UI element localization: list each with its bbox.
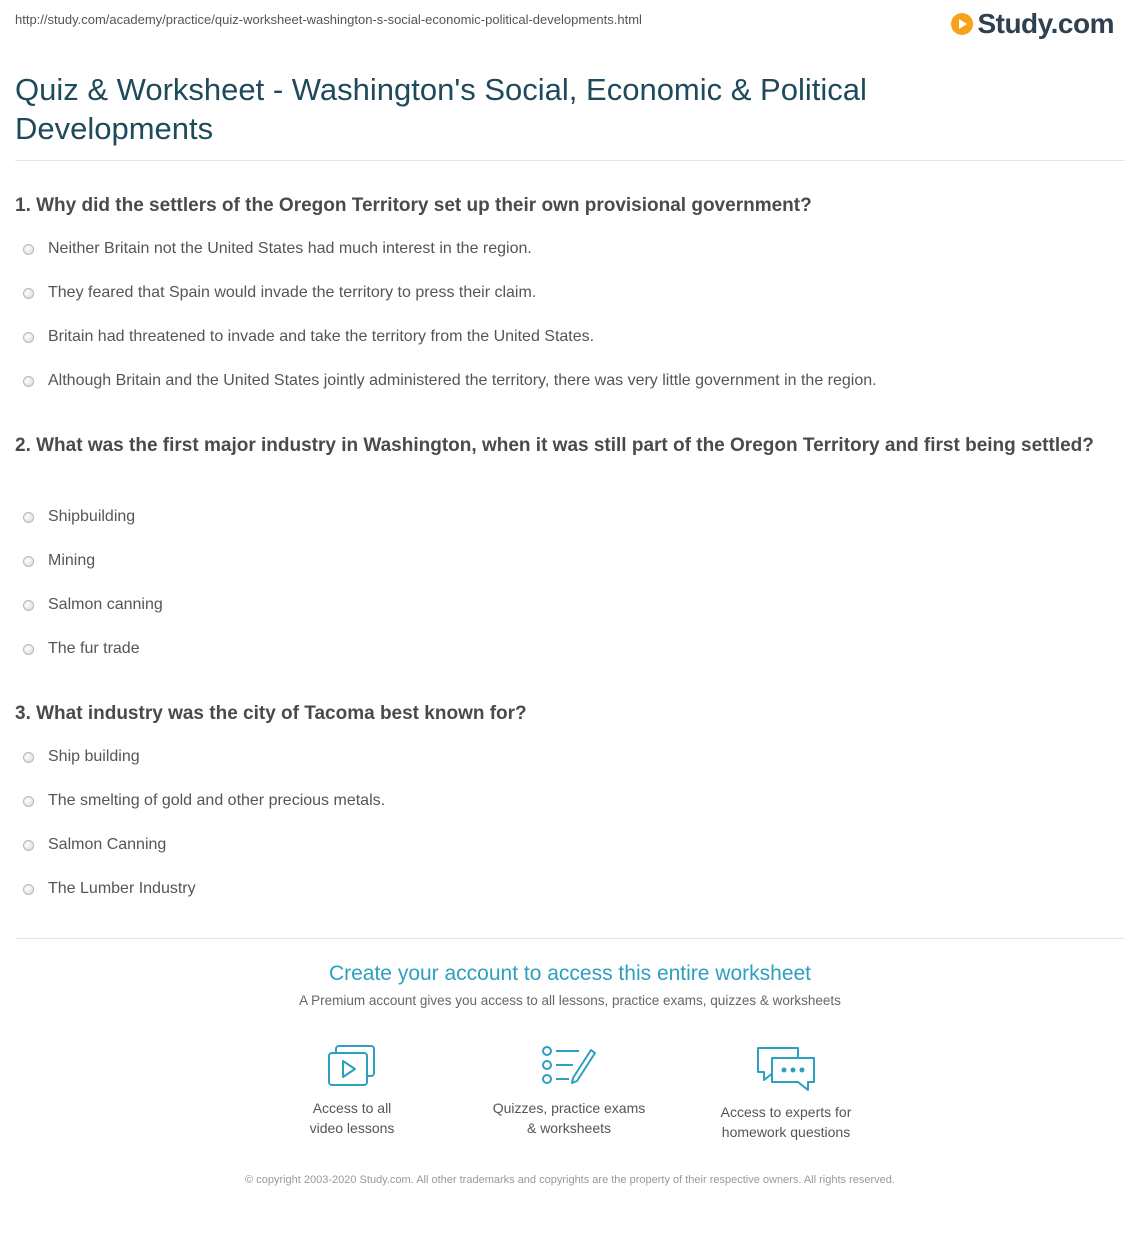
copyright-notice: © copyright 2003-2020 Study.com. All other trademarks and copyrights are the property of their respective owners. All rights reserved. (245, 1174, 895, 1186)
answer-label: They feared that Spain would invade the territory to press their claim. (48, 284, 537, 301)
answer-option[interactable] (23, 328, 594, 346)
question-1: 1. Why did the settlers of the Oregon Territory set up their own provisional government? (15, 195, 812, 216)
chat-experts-icon (754, 1044, 818, 1092)
feature-quizzes (469, 1044, 669, 1138)
page-url: http://study.com/academy/practice/quiz-worksheet-washington-s-social-economic-political-developments.html (15, 12, 642, 27)
answer-option[interactable] (23, 552, 95, 570)
create-account-link[interactable]: Create your account to access this entire worksheet (328, 962, 812, 985)
premium-description: A Premium account gives you access to all lessons, practice exams, quizzes & worksheets (299, 993, 841, 1008)
answer-label: Shipbuilding (48, 508, 136, 525)
radio-button[interactable] (23, 644, 34, 655)
answer-label: Britain had threatened to invade and take the territory from the United States. (48, 328, 595, 345)
radio-button[interactable] (23, 796, 34, 807)
feature-experts (686, 1044, 886, 1142)
answer-label: The smelting of gold and other precious metals. (48, 792, 386, 809)
answer-label: Although Britain and the United States jointly administered the territory, there was very little government in the region. (48, 372, 877, 389)
answer-option[interactable] (23, 240, 532, 258)
answer-option[interactable] (23, 792, 385, 810)
answer-option[interactable] (23, 284, 536, 302)
answer-label: The Lumber Industry (48, 880, 196, 897)
page-title: Quiz & Worksheet - Washington's Social, Economic & Political Developments (15, 72, 867, 146)
answer-label: Ship building (48, 748, 140, 765)
radio-button[interactable] (23, 556, 34, 567)
question-2: 2. What was the first major industry in Washington, when it was still part of the Oregon Territory and first being settled? (15, 435, 1094, 456)
video-lessons-icon (326, 1044, 378, 1088)
feature-label: Quizzes, practice exams & worksheets (492, 1100, 646, 1136)
feature-video-lessons (252, 1044, 452, 1138)
answer-option[interactable] (23, 836, 166, 854)
radio-button[interactable] (23, 600, 34, 611)
answer-label: The fur trade (48, 640, 140, 657)
radio-button[interactable] (23, 288, 34, 299)
study-logo[interactable] (951, 8, 1114, 40)
radio-button[interactable] (23, 376, 34, 387)
radio-button[interactable] (23, 332, 34, 343)
answer-option[interactable] (23, 596, 163, 614)
radio-button[interactable] (23, 840, 34, 851)
answer-label: Salmon canning (48, 596, 163, 613)
radio-button[interactable] (23, 512, 34, 523)
answer-label: Mining (48, 552, 96, 569)
answer-option[interactable] (23, 508, 135, 526)
quiz-worksheet-icon (541, 1044, 597, 1088)
answer-option[interactable] (23, 372, 877, 390)
divider (15, 160, 1125, 161)
radio-button[interactable] (23, 884, 34, 895)
question-3: 3. What industry was the city of Tacoma best known for? (15, 703, 527, 724)
feature-label: Access to all video lessons (309, 1100, 395, 1136)
answer-label: Neither Britain not the United States had much interest in the region. (48, 240, 532, 257)
logo-text: Study.com (977, 8, 1114, 39)
feature-label: Access to experts for homework questions (720, 1104, 852, 1140)
play-icon (951, 13, 973, 35)
answer-option[interactable] (23, 880, 196, 898)
answer-label: Salmon Canning (48, 836, 167, 853)
radio-button[interactable] (23, 244, 34, 255)
answer-option[interactable] (23, 748, 140, 766)
radio-button[interactable] (23, 752, 34, 763)
answer-option[interactable] (23, 640, 140, 658)
divider (15, 938, 1125, 939)
